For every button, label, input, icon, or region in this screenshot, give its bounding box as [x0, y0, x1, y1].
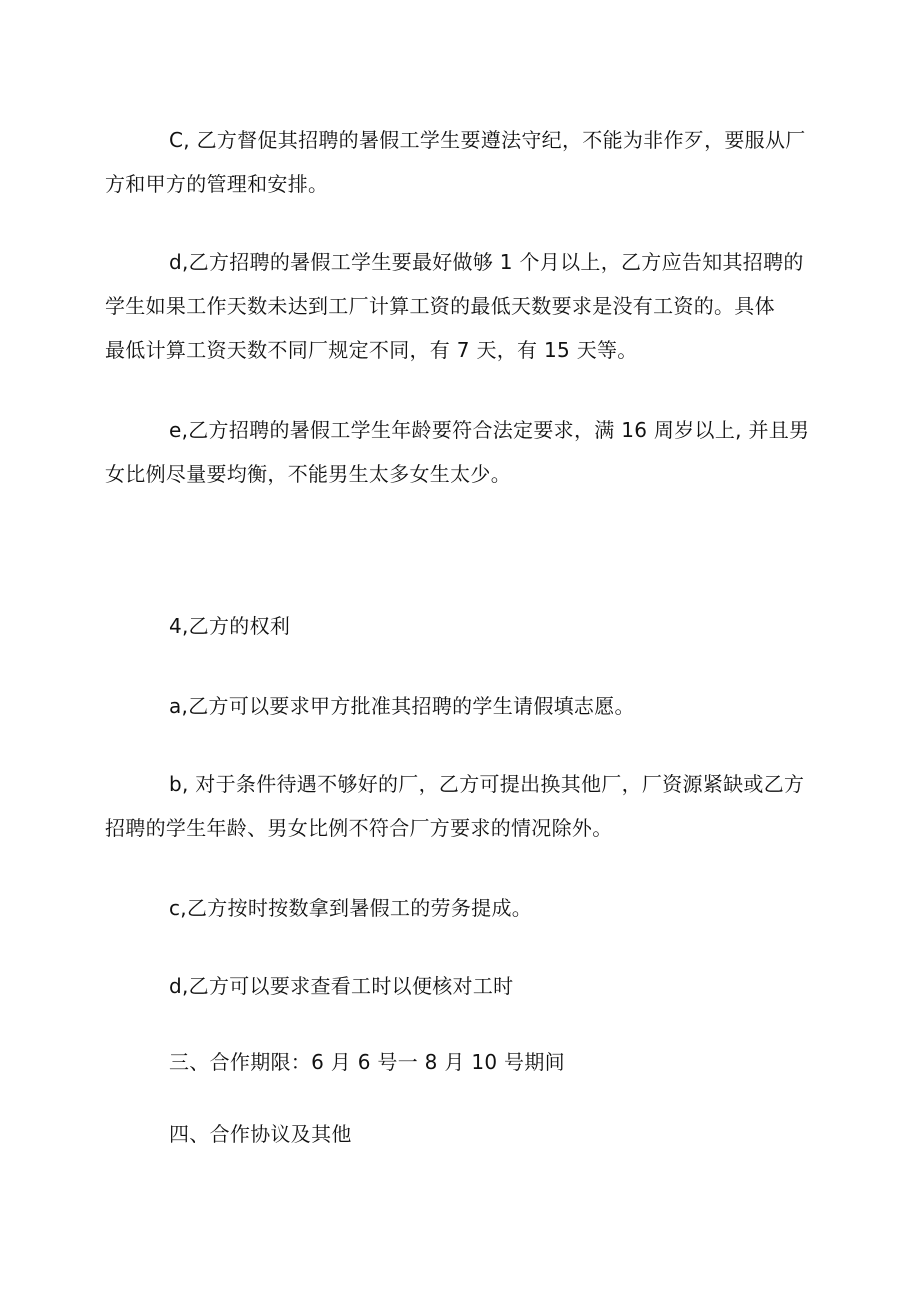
text-line: 方和甲方的管理和安排。: [105, 172, 329, 196]
paragraph-c2: [137, 886, 797, 930]
section-heading-4: [137, 604, 797, 648]
text-line: d,乙方招聘的暑假工学生要最好做够 1 个月以上，乙方应告知其招聘的: [169, 250, 804, 274]
text-line: 招聘的学生年龄、男女比例不符合厂方要求的情况除外。: [105, 816, 613, 840]
text-line: a,乙方可以要求甲方批准其招聘的学生请假填志愿。: [169, 694, 635, 718]
text-line: 4,乙方的权利: [169, 614, 291, 638]
paragraph-b: [105, 762, 805, 850]
section-heading-3: [137, 1040, 797, 1084]
text-line: b, 对于条件待遇不够好的厂，乙方可提出换其他厂，厂资源紧缺或乙方: [169, 772, 805, 796]
text-line: 四、合作协议及其他: [169, 1122, 352, 1146]
text-line: 最低计算工资天数不同厂规定不同，有 7 天，有 15 天等。: [105, 338, 638, 362]
paragraph-e: [105, 408, 810, 496]
text-line: d,乙方可以要求查看工时以便核对工时: [169, 974, 514, 998]
text-line: C, 乙方督促其招聘的暑假工学生要遵法守纪，不能为非作歹，要服从厂: [169, 128, 806, 152]
text-line: 三、合作期限：6 月 6 号一 8 月 10 号期间: [169, 1050, 565, 1074]
text-line: c,乙方按时按数拿到暑假工的劳务提成。: [169, 896, 533, 920]
paragraph-c: [105, 118, 806, 206]
text-line: 学生如果工作天数未达到工厂计算工资的最低天数要求是没有工资的。具体: [105, 294, 775, 318]
text-line: 女比例尽量要均衡，不能男生太多女生太少。: [105, 462, 511, 486]
paragraph-d: [105, 240, 804, 372]
paragraph-d2: [137, 964, 797, 1008]
text-line: e,乙方招聘的暑假工学生年龄要符合法定要求，满 16 周岁以上, 并且男: [169, 418, 810, 442]
paragraph-a: [137, 684, 797, 728]
section-heading-si: [137, 1112, 797, 1156]
